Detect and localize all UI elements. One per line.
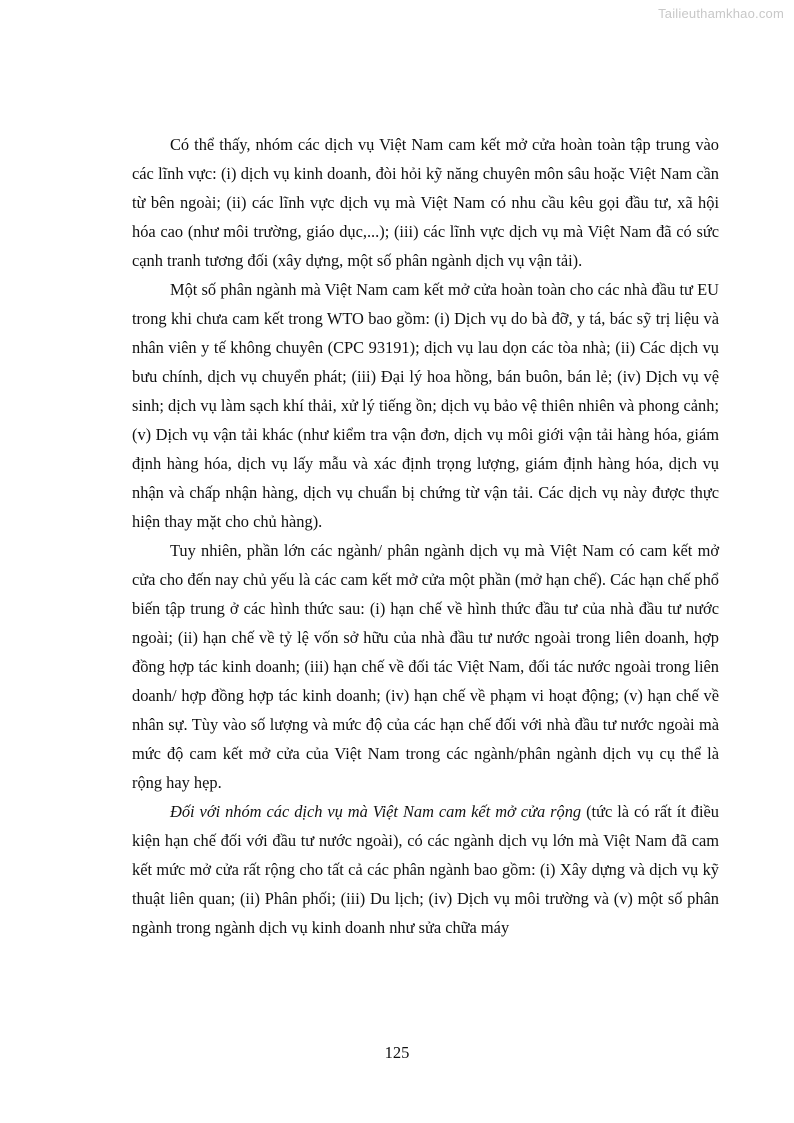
paragraph-2: Một số phân ngành mà Việt Nam cam kết mở cửa hoàn toàn cho các nhà đầu tư EU trong khi chưa cam kết trong WTO bao gồm: (i) Dịch vụ do bà đỡ, y tá, bác sỹ trị liệu và nhân viên y tế không chuyên (CPC 93191); dịch vụ lau dọn các tòa nhà; (ii) Các dịch vụ bưu chính, dịch vụ chuyển phát; (iii) Đại lý hoa hồng, bán buôn, bán lẻ; (iv) Dịch vụ vệ sinh; dịch vụ làm sạch khí thải, xử lý tiếng ồn; dịch vụ bảo vệ thiên nhiên và phong cảnh; (v) Dịch vụ vận tải khác (như kiểm tra vận đơn, dịch vụ môi giới vận tải hàng hóa, giám định hàng hóa, dịch vụ lấy mẫu và xác định trọng lượng, giám định hàng hóa, dịch vụ nhận và chấp nhận hàng, dịch vụ chuẩn bị chứng từ vận tải. Các dịch vụ này được thực hiện thay mặt cho chủ hàng). xyxy=(132,280,719,531)
page-number: 125 xyxy=(384,1043,410,1062)
italic-lead: Đối với nhóm các dịch vụ mà Việt Nam cam kết mở cửa rộng xyxy=(170,802,582,821)
paragraph-4-text: (tức là có rất ít điều kiện hạn chế đối với đầu tư nước ngoài), có các ngành dịch vụ lớn mà Việt Nam đã cam kết mức mở cửa rất rộng cho tất cả các phân ngành bao gồm: (i) Xây dựng và dịch vụ kỹ thuật liên quan; (ii) Phân phối; (iii) Du lịch; (iv) Dịch vụ môi trường và (v) một số phân ngành trong ngành dịch vụ kinh doanh như sửa chữa máy xyxy=(132,802,720,937)
paragraph-1: Có thể thấy, nhóm các dịch vụ Việt Nam cam kết mở cửa hoàn toàn tập trung vào các lĩnh vực: (i) dịch vụ kinh doanh, đòi hỏi kỹ năng chuyên môn sâu hoặc Việt Nam cần từ bên ngoài; (ii) các lĩnh vực dịch vụ mà Việt Nam có nhu cầu kêu gọi đầu tư, xã hội hóa cao (như môi trường, giáo dục,...); (iii) các lĩnh vực dịch vụ mà Việt Nam đã có sức cạnh tranh tương đối (xây dựng, một số phân ngành dịch vụ vận tải). xyxy=(132,135,719,270)
watermark: Tailieuthamkhao.com xyxy=(658,6,784,21)
page-body xyxy=(132,130,719,942)
paragraph-4 xyxy=(132,797,719,942)
paragraph-3: Tuy nhiên, phần lớn các ngành/ phân ngành dịch vụ mà Việt Nam có cam kết mở cửa cho đến nay chủ yếu là các cam kết mở cửa một phần (mở hạn chế). Các hạn chế phổ biến tập trung ở các hình thức sau: (i) hạn chế về hình thức đầu tư của nhà đầu tư nước ngoài; (ii) hạn chế về tỷ lệ vốn sở hữu của nhà đầu tư nước ngoài trong liên doanh, hợp đồng hợp tác kinh doanh; (iii) hạn chế về đối tác Việt Nam, đối tác nước ngoài trong liên doanh/ hợp đồng hợp tác kinh doanh; (iv) hạn chế về phạm vi hoạt động; (v) hạn chế về nhân sự. Tùy vào số lượng và mức độ của các hạn chế đối với nhà đầu tư nước ngoài mà mức độ cam kết mở cửa của Việt Nam trong các ngành/phân ngành dịch vụ cụ thể là rộng hay hẹp. xyxy=(132,541,719,792)
